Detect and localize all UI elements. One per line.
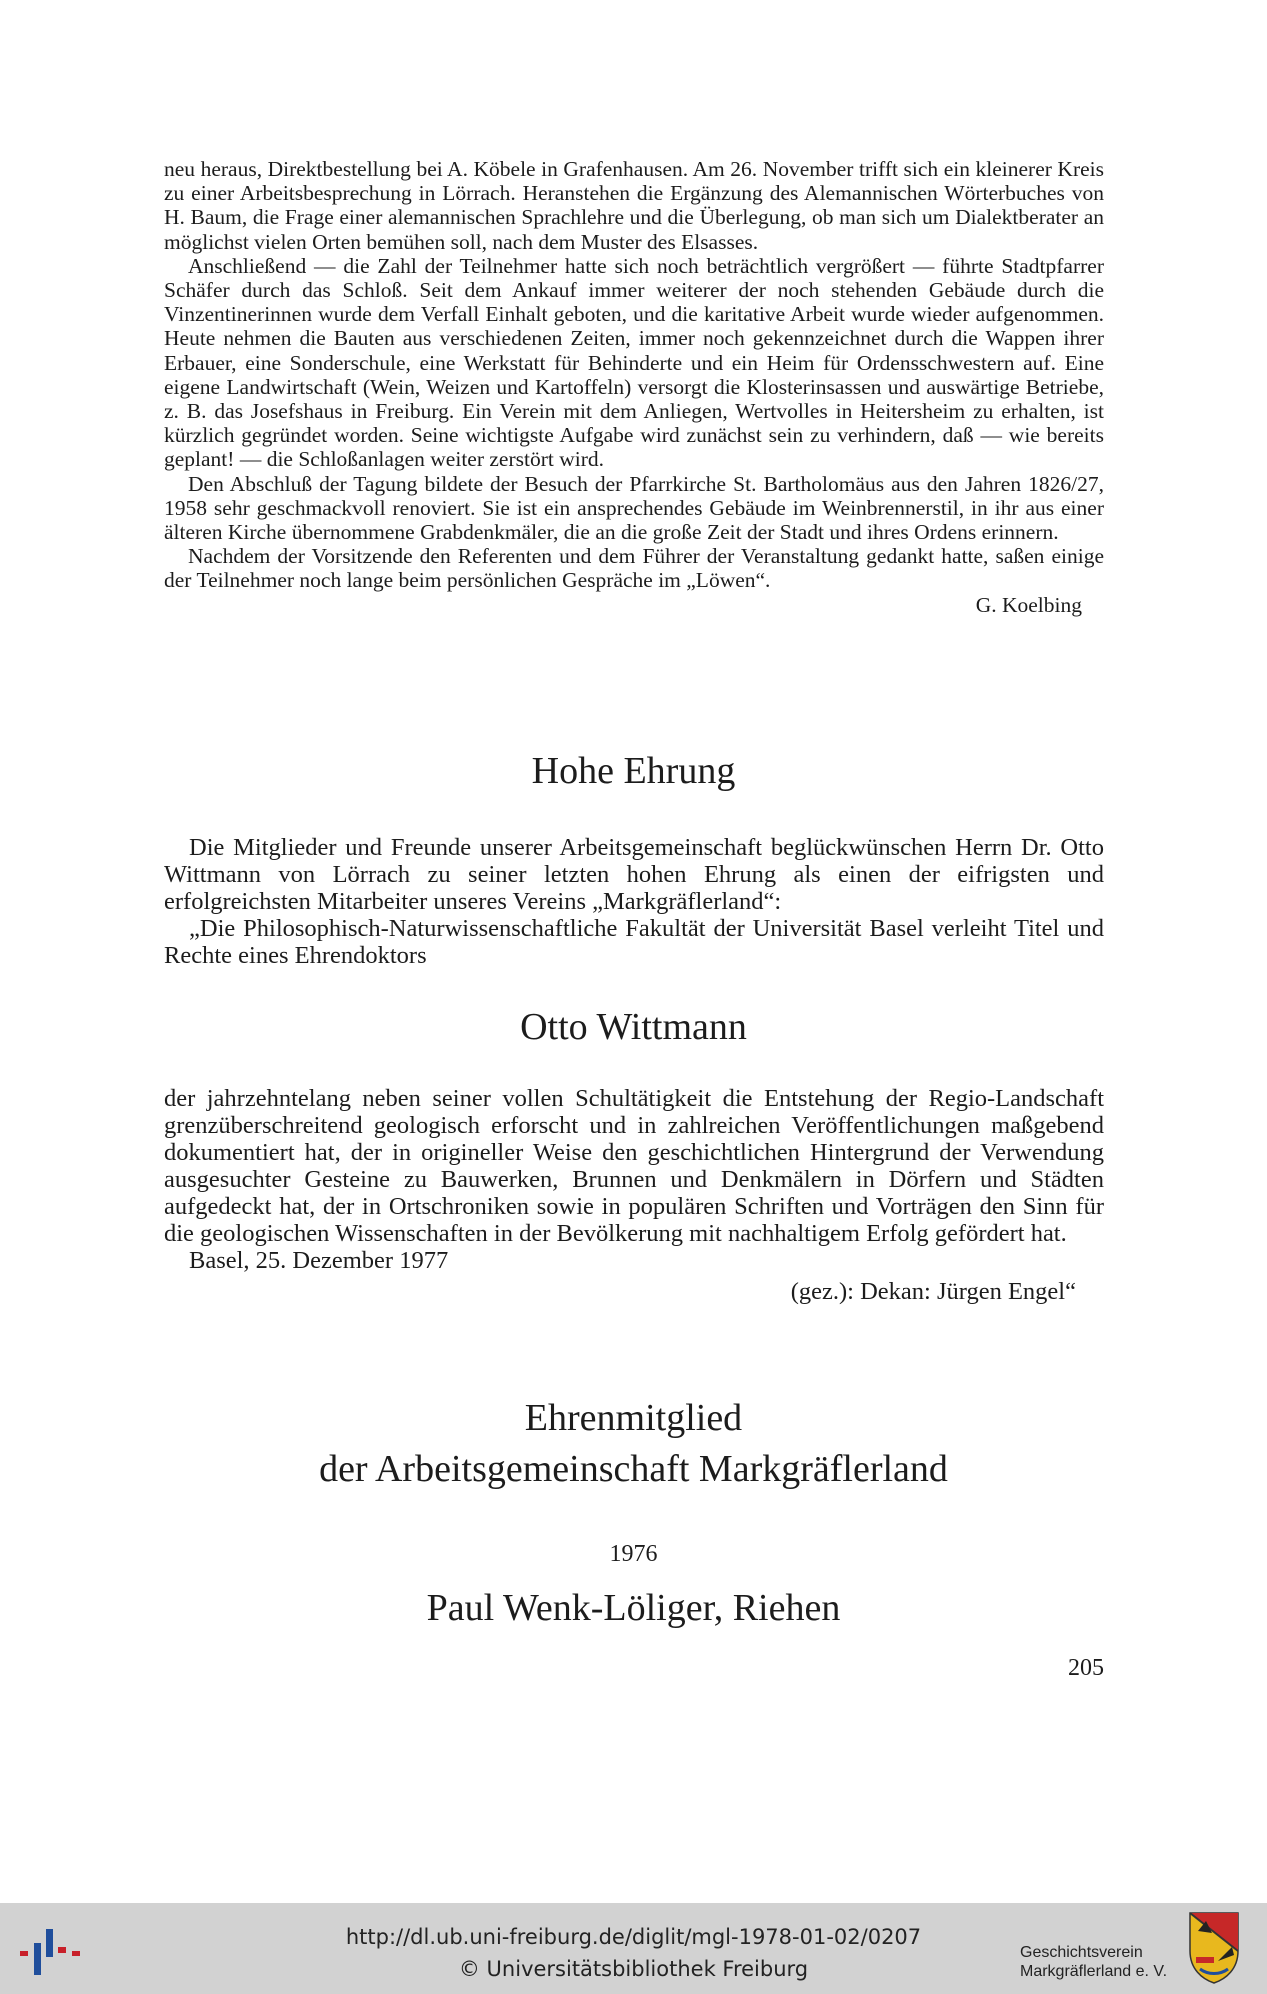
- article-author: G. Koelbing: [975, 592, 1082, 617]
- honor-intro: [164, 834, 1104, 969]
- article-paragraph-4: Nachdem der Vorsitzende den Referenten und dem Führer der Veranstaltung gedankt hatte, saßen einige der Teilnehmer noch lange beim persönlichen Gespräche im „Löwen“.: [164, 544, 1104, 593]
- coat-of-arms-icon: [1188, 1911, 1240, 1985]
- member-heading: Ehrenmitglied: [524, 1397, 743, 1439]
- member-year: 1976: [609, 1541, 658, 1567]
- document-url-link[interactable]: http://dl.ub.uni-freiburg.de/diglit/mgl-1978-01-02/0207: [345, 1925, 922, 1949]
- copyright-notice: © Universitätsbibliothek Freiburg: [458, 1957, 809, 1981]
- article-paragraph-1: neu heraus, Direktbestellung bei A. Köbele in Grafenhausen. Am 26. November trifft sich ein kleinerer Kreis zu einer Arbeitsbesprechung in Lörrach. Heranstehen die Ergänzung des Alemannischen Wörterbuches von H. Baum, die Frage einer alemannischen Sprachlehre und die Überlegung, ob man sich um Dialektberater an möglichst vielen Orten bemühen soll, nach dem Muster des Elsasses.: [164, 157, 1104, 254]
- article-continuation: [164, 157, 1104, 617]
- article-paragraph-3: Den Abschluß der Tagung bildete der Besuch der Pfarrkirche St. Bartholomäus aus den Jahren 1826/27, 1958 sehr geschmackvoll renoviert. Sie ist ein ansprechendes Gebäude im Weinbrennerstil, in ihr aus einer älteren Kirche übernommene Grabdenkmäler, die an die große Zeit der Stadt und ihres Ordens erinnern.: [164, 471, 1104, 545]
- citation: [164, 1085, 1104, 1305]
- society-name: [1020, 1943, 1180, 1981]
- honor-paragraph-2: „Die Philosophisch-Naturwissenschaftliche Fakultät der Universität Basel verleiht Titel und Rechte eines Ehrendoktors: [164, 915, 1104, 969]
- member-subheading: der Arbeitsgemeinschaft Markgräflerland: [319, 1448, 948, 1490]
- page-number: 205: [1068, 1655, 1104, 1681]
- society-name-line-2: Markgräflerland e. V.: [1020, 1963, 1168, 1980]
- citation-date: Basel, 25. Dezember 1977: [189, 1247, 449, 1274]
- member-name: Paul Wenk-Löliger, Riehen: [426, 1587, 841, 1629]
- honor-heading: Hohe Ehrung: [531, 750, 736, 792]
- footer-bar: [0, 1903, 1267, 1994]
- citation-paragraph: der jahrzehntelang neben seiner vollen Schultätigkeit die Entstehung der Regio-Landschaft grenzüberschreitend geologisch erforscht und in zahlreichen Veröffentlichungen maßgebend dokumentiert hat, der in origineller Weise den geschichtlichen Hintergrund der Verwendung ausgesuchter Gesteine zu Bauwerken, Brunnen und Denkmälern in Dörfern und Städten aufgedeckt hat, der in Ortschroniken sowie in populären Schriften und Vorträgen den Sinn für die geologischen Wissenschaften in der Bevölkerung mit nachhaltigem Erfolg gefördert hat.: [164, 1085, 1104, 1247]
- article-paragraph-2: Anschließend — die Zahl der Teilnehmer hatte sich noch beträchtlich vergrößert — führte Stadtpfarrer Schäfer durch das Schloß. Seit dem Ankauf immer weiterer der noch stehenden Gebäude durch die Vinzentinerinnen wurde dem Verfall Einhalt geboten, und die karitative Arbeit wurde wieder aufgenommen. Heute nehmen die Bauten aus verschiedenen Zeiten, immer noch gekennzeichnet durch die Wappen ihrer Erbauer, eine Sonderschule, eine Werkstatt für Behinderte und ein Heim für Ordensschwestern auf. Eine eigene Landwirtschaft (Wein, Weizen und Kartoffeln) versorgt die Klosterinsassen und auswärtige Betriebe, z. B. das Josefshaus in Freiburg. Ein Verein mit dem Anliegen, Wertvolles in Heitersheim zu erhalten, ist kürzlich gegründet worden. Seine wichtigste Aufgabe wird zunächst sein zu verhindern, daß — wie bereits geplant! — die Schloßanlagen weiter zerstört wird.: [164, 253, 1104, 472]
- society-name-line-1: Geschichtsverein: [1020, 1944, 1143, 1961]
- honor-paragraph-1: Die Mitglieder und Freunde unserer Arbeitsgemeinschaft beglückwünschen Herrn Dr. Otto Wittmann von Lörrach zu seiner letzten hohen Ehrung als einen der eifrigsten und erfolgreichsten Mitarbeiter unseres Vereins „Markgräflerland“:: [164, 834, 1104, 915]
- honoree-name: Otto Wittmann: [520, 1006, 747, 1048]
- citation-signature: (gez.): Dekan: Jürgen Engel“: [790, 1278, 1076, 1305]
